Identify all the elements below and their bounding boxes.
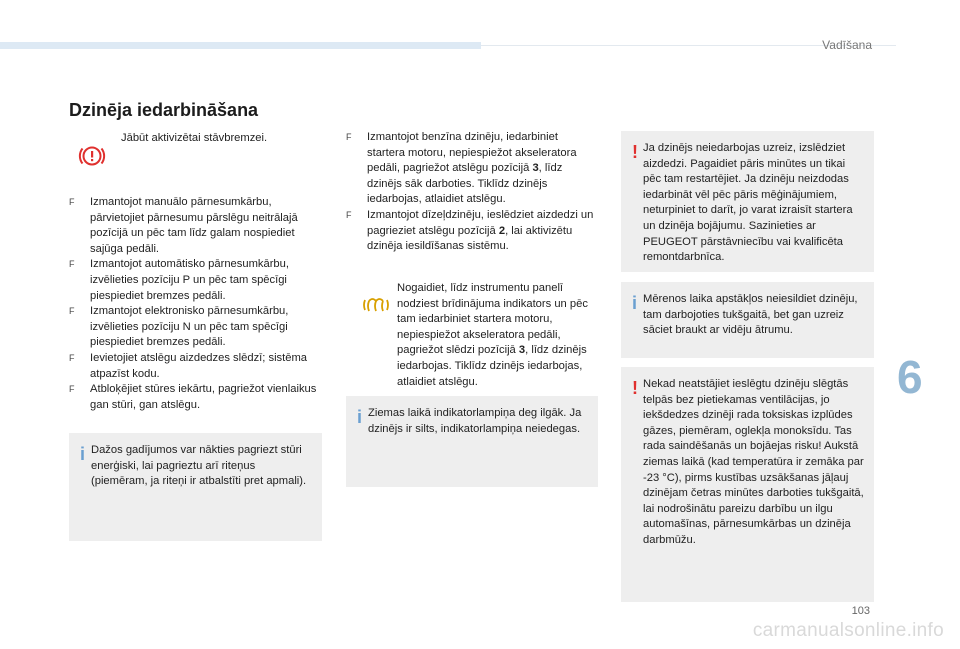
step-item	[69, 195, 319, 257]
bullet-marker: F	[69, 384, 75, 395]
glow-text-part: , līdz dzinējs iedarbojas. Tiklīdz dzinējs iedarbojas, atlaidiet atslēgu.	[397, 344, 587, 388]
step-text-part: , lai aktivizētu dzinēja iesildīšanas sistēmu.	[367, 224, 573, 253]
warning-icon: !	[632, 378, 638, 398]
info-text: Ziemas laikā indikatorlampiņa deg ilgāk. Ja dzinējs ir silts, indikatorlampiņa neiedegas.	[368, 407, 582, 435]
info-box-warmup	[621, 282, 874, 358]
info-box-steering	[69, 433, 322, 541]
info-box-winter	[346, 396, 598, 487]
key-position: 3	[532, 162, 539, 175]
page-number: 103	[851, 605, 870, 617]
warning-text: Nekad neatstājiet ieslēgtu dzinēju slēgtās telpās bez pietiekamas ventilācijas, jo iekšdedzes dzinēji rada toksiskas izplūdes gāzes, piemēram, oglekļa monoksīdu. Tas rada saindēšanās un bojāejas risku! Aukstā ziemas laikā (kad temperatūra ir zemāka par -23 °C), pirms kustības uzsākšanas jāļauj dzinējam četras minūtes darboties tukšgaitā, lai nodrošinātu pareizu darbību un ilgu automašīnas, pārnesumkārbas un dzinēja darbmūžu.	[643, 378, 864, 546]
info-text: Mērenos laika apstākļos neiesildiet dzinēju, tam darbojoties tukšgaitā, bet gan uzreiz sāciet braukt ar vidēju ātrumu.	[643, 293, 858, 337]
page-title: Dzinēja iedarbināšana	[69, 100, 259, 120]
info-icon: i	[632, 293, 638, 313]
step-text: Izmantojot manuālo pārnesumkārbu, pārvietojiet pārnesumu pārslēgu neitrālajā pozīcijā un pēc tam līdz galam nospiediet sajūga pedāli.	[90, 196, 298, 255]
bullet-marker: F	[346, 132, 352, 142]
glow-text-part: Nogaidiet, līdz instrumentu panelī nodziest brīdinājuma indikators un pēc tam iedarbiniet startera motoru, nepiespiežot akseleratora pedāli, pagriežot slēdzi pozīcijā	[397, 282, 588, 357]
key-position: 3	[518, 344, 526, 357]
bullet-marker: F	[69, 197, 75, 207]
watermark: carmanualsonline.info	[752, 620, 944, 641]
preheating-indicator-icon	[363, 297, 389, 318]
step-text: Izmantojot elektronisko pārnesumkārbu, izvēlieties pozīciju N un pēc tam spēcīgi piespiediet bremzes pedāli.	[90, 305, 289, 349]
step-item	[69, 351, 319, 382]
chapter-number: 6	[897, 351, 923, 403]
step-text-part: Izmantojot benzīna dzinēju, iedarbiniet startera motoru, nepiespiežot akseleratora pedāli, pagriežot atslēgu pozīcijā	[367, 131, 577, 175]
warning-icon: !	[632, 142, 638, 162]
step-text: Ievietojiet atslēgu aizdedzes slēdzī; sistēma atpazīst kodu.	[90, 351, 308, 380]
warning-text: Ja dzinējs neiedarbojas uzreiz, izslēdziet aizdedzi. Pagaidiet pāris minūtes un tikai pēc tam restartējiet. Ja dzinēju neizdodas iedarbināt vēl pēc pāris mēģinājumiem, neturpiniet to darīt, jo varat izraisīt startera un dzinēja bojājumu. Sazinieties ar PEUGEOT pārstāvniecību vai kvalificēta remontdarbnīca.	[643, 142, 853, 264]
step-text-part: Izmantojot dīzeļdzinēju, ieslēdziet aizdedzi un pagrieziet atslēgu pozīcijā	[367, 208, 594, 237]
step-text: Atbloķējiet stūres iekārtu, pagriežot vienlaikus gan stūri, gan atslēgu.	[90, 383, 317, 411]
info-text: Dažos gadījumos var nākties pagriezt stūri enerģiski, lai pagrieztu arī riteņus (piemēram, ja riteņi ir atbalstīti pret apmali).	[91, 444, 307, 488]
header-accent-bar	[0, 42, 481, 49]
manual-start-steps	[69, 195, 319, 413]
preheating-instructions	[397, 281, 597, 390]
step-item	[69, 257, 319, 304]
intro-text: Jābūt aktivizētai stāvbremzei.	[121, 132, 268, 144]
bullet-marker: F	[69, 352, 75, 363]
warning-box-restart	[621, 131, 874, 272]
step-item	[69, 304, 319, 351]
step-text: Izmantojot automātisko pārnesumkārbu, izvēlieties pozīciju P un pēc tam spēcīgi piespiediet bremzes pedāli.	[90, 258, 289, 302]
bullet-marker: F	[346, 209, 352, 220]
key-position: 2	[498, 224, 506, 237]
step-text-part: , līdz dzinējs sāk darboties. Tiklīdz dzinējs iedarbojas, atlaidiet atslēgu.	[367, 162, 563, 206]
step-item	[69, 382, 319, 413]
section-name: Vadīšana	[822, 38, 872, 52]
info-icon: i	[80, 444, 86, 464]
bullet-marker: F	[69, 259, 75, 270]
bullet-marker: F	[69, 306, 75, 317]
parking-brake-warning-icon	[77, 143, 107, 174]
engine-start-steps	[346, 130, 598, 255]
step-item-diesel	[346, 208, 598, 255]
step-item-petrol	[346, 130, 598, 208]
info-icon: i	[357, 407, 363, 427]
warning-box-ventilation	[621, 367, 874, 602]
